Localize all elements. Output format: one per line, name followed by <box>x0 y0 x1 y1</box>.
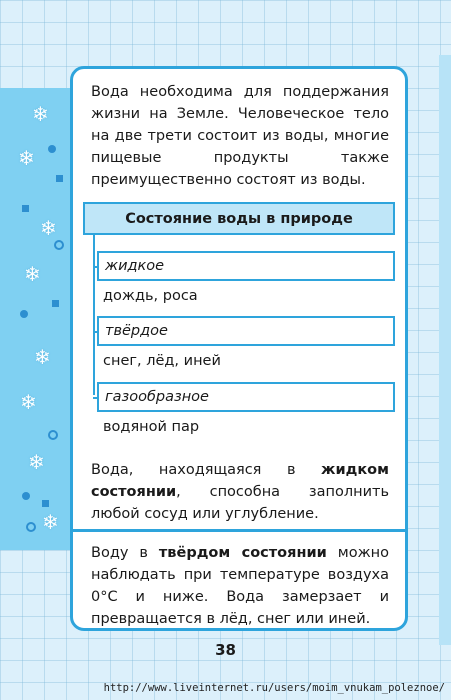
round-dot-icon <box>48 145 56 153</box>
decorative-side-band <box>0 88 72 550</box>
ring-dot-icon <box>54 240 64 250</box>
state-solid-examples: снег, лёд, иней <box>103 353 221 369</box>
solid-paragraph <box>91 542 389 630</box>
snowflake-icon: ❄ <box>40 216 57 240</box>
solid-text-end: можно наблюдать при температуре воздуха 0°C и ниже. Вода замерзает и превращается в лёд, снег или иней. <box>91 545 389 627</box>
content-card <box>70 66 408 631</box>
solid-text-start: Воду в <box>91 545 159 561</box>
state-liquid-label: жидкое <box>97 251 395 281</box>
snowflake-icon: ❄ <box>20 390 37 414</box>
ring-dot-icon <box>26 522 36 532</box>
tree-connector <box>93 235 95 395</box>
solid-text-bold: твёрдом состоянии <box>158 545 327 561</box>
snowflake-icon: ❄ <box>24 262 41 286</box>
liquid-text-start: Вода, находящаяся в <box>91 462 322 478</box>
square-dot-icon <box>52 300 59 307</box>
state-liquid-examples: дождь, роса <box>103 288 198 304</box>
square-dot-icon <box>42 500 49 507</box>
state-solid-label: твёрдое <box>97 316 395 346</box>
states-heading: Состояние воды в природе <box>83 202 395 235</box>
snowflake-icon: ❄ <box>32 102 49 126</box>
page-number: 38 <box>215 641 236 659</box>
intro-paragraph: Вода необходима для поддержания жизни на Земле. Человеческое тело на две трети состоит из воды, многие пищевые продукты также преимущественно состоят из воды. <box>91 84 389 188</box>
round-dot-icon <box>20 310 28 318</box>
ring-dot-icon <box>48 430 58 440</box>
snowflake-icon: ❄ <box>34 345 51 369</box>
decorative-right-band <box>439 55 451 645</box>
square-dot-icon <box>56 175 63 182</box>
square-dot-icon <box>22 205 29 212</box>
section-divider <box>73 529 405 532</box>
liquid-paragraph <box>91 459 389 525</box>
snowflake-icon: ❄ <box>18 146 35 170</box>
liquid-text-end: , способна заполнить любой сосуд или углубление. <box>91 484 389 522</box>
state-gas-examples: водяной пар <box>103 419 200 435</box>
round-dot-icon <box>22 492 30 500</box>
snowflake-icon: ❄ <box>42 510 59 534</box>
snowflake-icon: ❄ <box>28 450 45 474</box>
state-gas-label: газообразное <box>97 382 395 412</box>
watermark-url: http://www.liveinternet.ru/users/moim_vnukam_poleznoe/ <box>103 682 445 694</box>
liquid-text-bold: жидком состоянии <box>91 462 389 500</box>
